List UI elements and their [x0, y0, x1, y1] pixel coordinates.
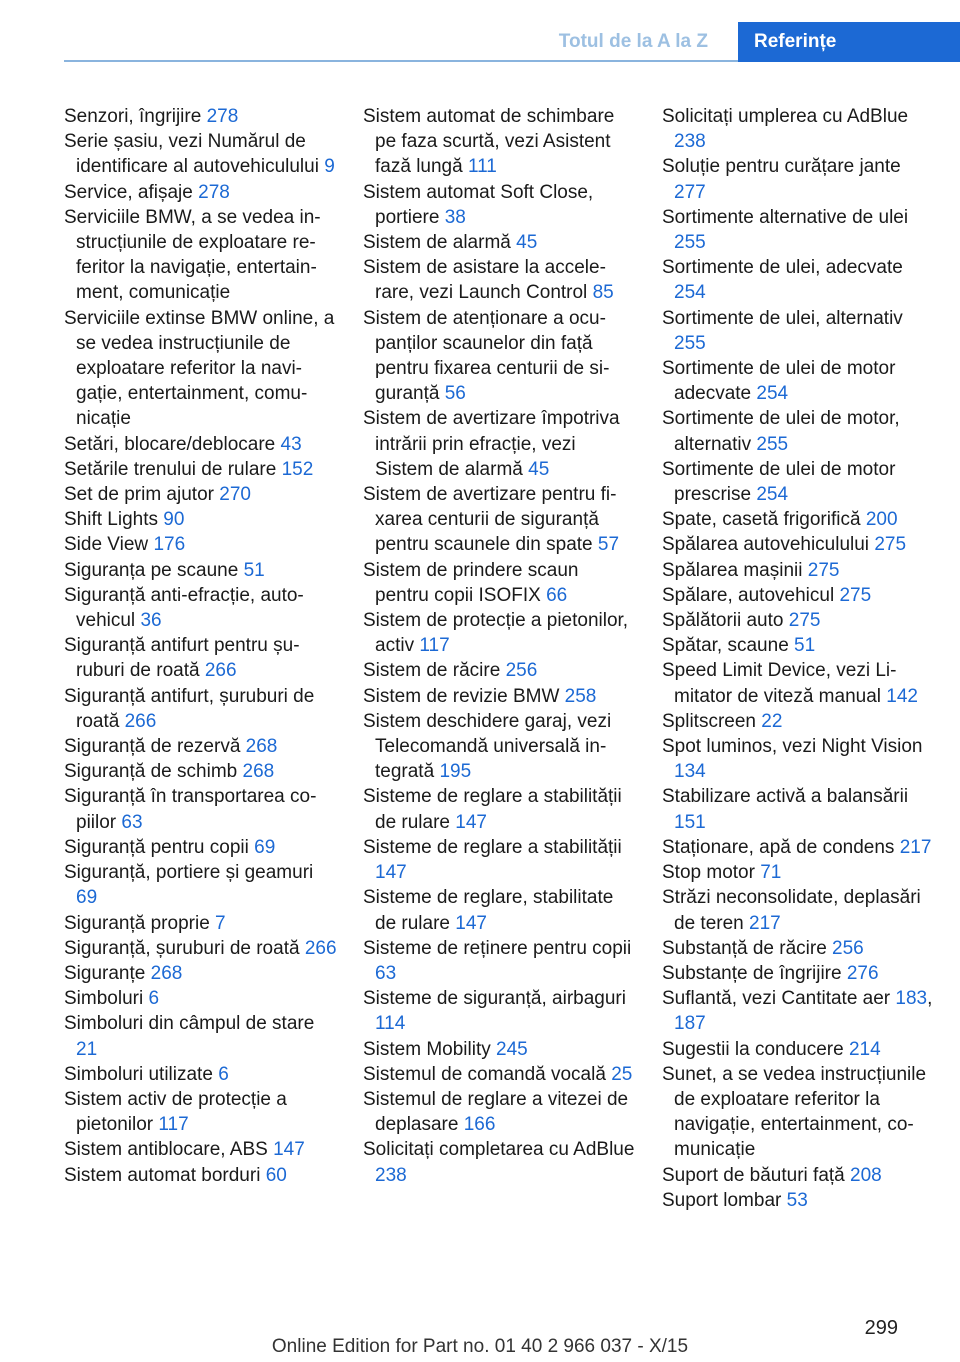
page-link[interactable]: 275: [839, 584, 872, 606]
page-link[interactable]: 176: [153, 534, 186, 556]
page-link[interactable]: 278: [206, 106, 239, 127]
index-term: Simboluri: [64, 988, 144, 1010]
index-entry: [662, 709, 936, 734]
index-entry: [363, 885, 637, 935]
index-entry: [662, 532, 936, 557]
index-term: Sugestii la conducere: [662, 1038, 844, 1060]
index-term: Sisteme de reținere pentru copii: [363, 937, 632, 959]
index-term: Spălarea autovehiculului: [662, 534, 870, 556]
page-link[interactable]: 151: [674, 811, 706, 833]
index-entry: [64, 129, 338, 179]
index-term: Siguranță, portiere și geamuri: [64, 862, 314, 884]
index-term: Serie șasiu, vezi Numărul de identificare al autovehiculului: [64, 131, 319, 178]
index-entry: [363, 230, 637, 255]
page-link[interactable]: 22: [761, 710, 783, 732]
page-link[interactable]: 45: [528, 458, 550, 480]
index-entry: [363, 784, 637, 834]
index-entry: [662, 205, 936, 255]
page-link[interactable]: 69: [76, 887, 98, 909]
index-term: Sisteme de reglare a stabilității: [363, 836, 622, 858]
index-term: Set de prim ajutor: [64, 484, 214, 506]
footer-edition: Online Edition for Part no. 01 40 2 966 037 - X/15: [271, 1336, 689, 1357]
index-entry: [64, 684, 338, 734]
page-link[interactable]: 187: [674, 1013, 706, 1035]
page-link[interactable]: 147: [375, 862, 407, 884]
index-term: Sisteme de reglare a stabilității de rulare: [363, 786, 622, 833]
index-term: Siguranță antifurt, șuruburi de roată: [64, 685, 315, 732]
index-entry: [363, 1087, 637, 1137]
page-link[interactable]: 114: [375, 1013, 406, 1035]
index-entry: [64, 205, 338, 306]
index-entry: [64, 936, 338, 961]
page-link[interactable]: 217: [899, 836, 932, 858]
index-entry: [662, 1037, 936, 1062]
index-term: Serviciile BMW, a se vedea instrucțiunile de exploatare referitor la navigație, entertainment, comunicație: [64, 206, 321, 304]
index-term: Sistem deschidere garaj, vezi Telecomandă universală integrată: [363, 710, 612, 783]
index-entry: [662, 936, 936, 961]
page-link[interactable]: 43: [280, 433, 302, 455]
index-entry: [662, 104, 936, 154]
index-entry: [363, 482, 637, 558]
page-link[interactable]: 69: [254, 836, 276, 858]
index-term: Sisteme de siguranță, airbaguri: [363, 988, 626, 1010]
index-entry: [662, 507, 936, 532]
page-link[interactable]: 255: [756, 433, 789, 455]
page-link[interactable]: 152: [281, 458, 314, 480]
index-entry: [64, 532, 338, 557]
index-term: Siguranță de rezervă: [64, 736, 241, 758]
page-link[interactable]: 134: [674, 761, 706, 783]
page-link[interactable]: 90: [163, 509, 185, 531]
page-link[interactable]: 53: [786, 1189, 808, 1211]
index-entry: [662, 658, 936, 708]
index-term: Sistem antiblocare, ABS: [64, 1139, 268, 1161]
index-entry: [64, 860, 338, 910]
index-entry: [64, 1062, 338, 1087]
index-term: Siguranță pentru copii: [64, 836, 249, 858]
index-term: Spălare, autovehicul: [662, 584, 835, 606]
page-link[interactable]: 276: [846, 962, 879, 984]
index-entry: [662, 255, 936, 305]
index-term: Spate, casetă frigorifică: [662, 509, 861, 531]
page-link[interactable]: 85: [592, 282, 614, 304]
page-link[interactable]: 268: [242, 761, 275, 783]
index-entry: [662, 406, 936, 456]
index-entry: [662, 558, 936, 583]
index-term: Staționare, apă de condens: [662, 836, 895, 858]
index-term: Siguranță proprie: [64, 912, 210, 934]
index-term: Siguranțe: [64, 962, 146, 984]
page-link[interactable]: 51: [243, 559, 265, 581]
index-entry: [662, 608, 936, 633]
index-term: Siguranță, șuruburi de roată: [64, 937, 300, 959]
index-term: Setările trenului de rulare: [64, 458, 277, 480]
page-link[interactable]: 270: [219, 484, 251, 506]
index-entry: [64, 1163, 338, 1188]
page-link[interactable]: 142: [886, 685, 918, 707]
page-link[interactable]: 117: [158, 1114, 189, 1136]
page-link[interactable]: 266: [304, 937, 337, 959]
index-term: Substanțe de îngrijire: [662, 962, 842, 984]
index-term: Solicitați completarea cu AdBlue: [363, 1139, 635, 1161]
index-term: Sistem de asistare la accelerare, vezi Launch Control: [363, 257, 606, 304]
index-term: Spălătorii auto: [662, 610, 784, 632]
index-entry: [662, 961, 936, 986]
page-link[interactable]: 254: [674, 282, 706, 304]
page-link[interactable]: 25: [611, 1063, 633, 1085]
index-term: Sistem automat borduri: [64, 1164, 261, 1186]
index-entry: [64, 986, 338, 1011]
index-term: Senzori, îngrijire: [64, 106, 202, 127]
page-link[interactable]: 147: [273, 1139, 305, 1161]
index-term: Sistem de revizie BMW: [363, 685, 560, 707]
page-link[interactable]: 200: [865, 509, 898, 531]
page-link[interactable]: 111: [467, 156, 497, 178]
page-link[interactable]: 275: [807, 559, 840, 581]
index-term: Sistem de alarmă: [363, 232, 511, 254]
page-link[interactable]: 268: [245, 736, 278, 758]
index-entry: [662, 306, 936, 356]
index-term: Sistem automat Soft Close, portiere: [363, 181, 594, 228]
index-entry: [662, 860, 936, 885]
index-entry: [363, 936, 637, 986]
index-term: Service, afișaje: [64, 181, 193, 203]
index-term: Siguranță în transportarea copiilor: [64, 786, 317, 833]
index-term: Sortimente alternative de ulei: [662, 206, 909, 228]
page-link[interactable]: 147: [455, 912, 487, 934]
index-term: Siguranță de schimb: [64, 761, 238, 783]
index-entry: [64, 1011, 338, 1061]
index-term: Sistem de avertizare pentru fixarea centurii de siguranță pentru scaunele din spate: [363, 484, 617, 556]
page-link[interactable]: 51: [794, 635, 816, 657]
page-header: [0, 0, 960, 62]
index-entry: [363, 1137, 637, 1187]
index-entry: [363, 255, 637, 305]
index-term: Sortimente de ulei, adecvate: [662, 257, 903, 279]
index-entry: Suflantă, vezi Cantitate aer 183, 187: [662, 988, 933, 1035]
index-entry: [64, 457, 338, 482]
page-link[interactable]: 63: [375, 962, 397, 984]
page-link[interactable]: 66: [546, 584, 568, 606]
index-term: Sistem de prindere scaun pentru copii ISOFIX: [363, 559, 579, 606]
page-link[interactable]: 36: [140, 610, 162, 632]
index-entry: [363, 406, 637, 482]
index-term: Siguranța pe scaune: [64, 559, 239, 581]
index-term: Sortimente de ulei de motor adecvate: [662, 358, 896, 405]
index-entry: [363, 104, 637, 180]
page-link[interactable]: 266: [204, 660, 237, 682]
page-link[interactable]: 278: [198, 181, 230, 203]
page-link[interactable]: 45: [516, 232, 538, 254]
page-link[interactable]: 245: [496, 1038, 528, 1060]
page-link[interactable]: 71: [760, 862, 782, 884]
index-term: Suport de băuturi față: [662, 1164, 845, 1186]
index-term: Sortimente de ulei de motor, alternativ: [662, 408, 900, 455]
page-link[interactable]: 277: [674, 181, 706, 203]
page-link[interactable]: 238: [674, 131, 706, 153]
page-link[interactable]: 256: [505, 660, 538, 682]
index-entry: [662, 583, 936, 608]
index-entry: [363, 1062, 637, 1087]
index-entry: [662, 633, 936, 658]
index-entry: [64, 784, 338, 834]
index-entry: [64, 734, 338, 759]
index-entry: [64, 104, 338, 129]
index-entry: [363, 608, 637, 658]
page-link[interactable]: 63: [121, 811, 143, 833]
page-link[interactable]: 6: [218, 1063, 229, 1085]
index-term: Sortimente de ulei de motor prescrise: [662, 458, 896, 506]
index-term: Sistemul de reglare a vitezei de deplasare: [363, 1088, 629, 1136]
index-entry: [662, 885, 936, 935]
page-link[interactable]: 56: [444, 383, 466, 405]
index-entry: [662, 1062, 936, 1163]
page-link[interactable]: 238: [375, 1164, 407, 1186]
index-entry: [64, 911, 338, 936]
page-link[interactable]: 255: [674, 232, 706, 254]
index-term: Stabilizare activă a balansării: [662, 786, 909, 808]
index-entry: [64, 558, 338, 583]
page-link[interactable]: 275: [874, 534, 907, 556]
index-entry: [64, 432, 338, 457]
index-term: Stop motor: [662, 862, 755, 884]
index-term: Sistem activ de protecție a pietonilor: [64, 1088, 287, 1136]
index-term: Sistem de răcire: [363, 660, 501, 682]
page-link[interactable]: 255: [674, 332, 706, 354]
index-entry: [64, 961, 338, 986]
index-term: Siguranță antifurt pentru șuruburi de roată: [64, 635, 300, 682]
index-entry: [662, 1163, 936, 1188]
index-term: Sistemul de comandă vocală: [363, 1063, 606, 1085]
index-entry: [662, 734, 936, 784]
index-entry: [662, 784, 936, 834]
page-link[interactable]: 208: [850, 1164, 882, 1186]
page-link[interactable]: 266: [124, 710, 157, 732]
index-term: Shift Lights: [64, 509, 158, 531]
index-term: Sunet, a se vedea instrucțiunile de exploatare referitor la navigație, entertainment, comunicație: [662, 1063, 927, 1161]
page-link[interactable]: 60: [265, 1164, 287, 1186]
index-column-1: [64, 104, 338, 1188]
index-entry: [363, 558, 637, 608]
index-term: Serviciile extinse BMW online, a se vedea instrucțiunile de exploatare referitor la navigație, entertainment, comunicație: [64, 307, 335, 430]
index-entry: [363, 658, 637, 683]
index-term: Siguranță anti-efracție, autovehicul: [64, 584, 304, 632]
index-term: Solicitați umplerea cu AdBlue: [662, 106, 909, 127]
index-term: Sistem de avertizare împotriva intrării prin efracție, vezi Sistem de alarmă: [363, 408, 620, 480]
index-entry: [363, 1037, 637, 1062]
index-entry: [662, 457, 936, 507]
page-link[interactable]: 183: [895, 988, 928, 1010]
page-link[interactable]: 57: [597, 534, 620, 556]
index-term: Suflantă, vezi Cantitate aer: [662, 988, 891, 1010]
page-link[interactable]: 254: [756, 383, 789, 405]
index-entry: [662, 835, 936, 860]
index-column-3: [662, 104, 936, 1213]
index-entry: [662, 356, 936, 406]
page-link[interactable]: 268: [150, 962, 183, 984]
page-link[interactable]: 6: [148, 988, 160, 1010]
index-entry: [64, 835, 338, 860]
index-term: Sisteme de reglare, stabilitate de rulare: [363, 887, 614, 934]
index-entry: [363, 986, 637, 1036]
index-term: Speed Limit Device, vezi Limitator de viteză manual: [662, 660, 897, 707]
index-term: Side View: [64, 534, 149, 556]
index-entry: [64, 583, 338, 633]
index-term: Sistem de atenționare a ocupanților scaunelor din față pentru fixarea centurii de siguranță: [363, 307, 610, 405]
index-entry: [662, 1188, 936, 1213]
index-term: Spot luminos, vezi Night Vision: [662, 736, 923, 758]
page-link[interactable]: 195: [439, 761, 472, 783]
page-link[interactable]: 256: [832, 937, 864, 959]
page-link[interactable]: 214: [848, 1038, 881, 1060]
page-link[interactable]: 147: [455, 811, 487, 833]
page-link[interactable]: 7: [215, 912, 226, 934]
page-link[interactable]: 166: [463, 1114, 496, 1136]
page-link[interactable]: 275: [788, 610, 821, 632]
index-entry: [363, 684, 637, 709]
index-term: Spălarea mașinii: [662, 559, 803, 581]
index-entry: [64, 1087, 338, 1137]
index-column-2: [363, 104, 637, 1188]
index-term: Sistem automat de schimbare pe faza scurtă, vezi Asistent fază lungă: [363, 106, 615, 178]
index-term: Simboluri din câmpul de stare: [64, 1013, 315, 1035]
index-term: Sistem de protecție a pietonilor, activ: [363, 610, 629, 657]
header-chapter-tab[interactable]: Referințe: [738, 22, 960, 62]
index-term: Sistem Mobility: [363, 1038, 491, 1060]
header-section-tab[interactable]: Totul de la A la Z: [543, 22, 724, 60]
page-link[interactable]: 38: [444, 206, 466, 228]
index-term: Splitscreen: [662, 710, 756, 732]
page-link[interactable]: 117: [419, 635, 450, 657]
index-entry: [64, 306, 338, 432]
page-link[interactable]: 21: [76, 1038, 98, 1060]
index-term: Suport lombar: [662, 1189, 782, 1211]
index-entry: [64, 633, 338, 683]
index-entry: [363, 709, 637, 785]
page-link[interactable]: 217: [749, 912, 781, 934]
index-term: Spătar, scaune: [662, 635, 789, 657]
page-link[interactable]: 9: [324, 156, 335, 178]
index-entry: [64, 482, 338, 507]
index-entry: [662, 154, 936, 204]
index-term: Soluție pentru curățare jante: [662, 156, 901, 178]
page-link[interactable]: 254: [756, 484, 789, 506]
index-entry: [64, 759, 338, 784]
index-entry: [64, 1137, 338, 1162]
index-entry: [363, 835, 637, 885]
index-term: Substanță de răcire: [662, 937, 827, 959]
index-term: Simboluri utilizate: [64, 1063, 213, 1085]
index-entry: [363, 180, 637, 230]
index-entry: [64, 507, 338, 532]
page-link[interactable]: 258: [564, 685, 597, 707]
index-term: Setări, blocare/deblocare: [64, 433, 276, 455]
index-term: Străzi neconsolidate, deplasări de teren: [662, 887, 921, 934]
page-number: 299: [864, 1317, 898, 1339]
index-term: Sortimente de ulei, alternativ: [662, 307, 903, 329]
index-entry: [363, 306, 637, 407]
index-entry: [64, 180, 338, 205]
